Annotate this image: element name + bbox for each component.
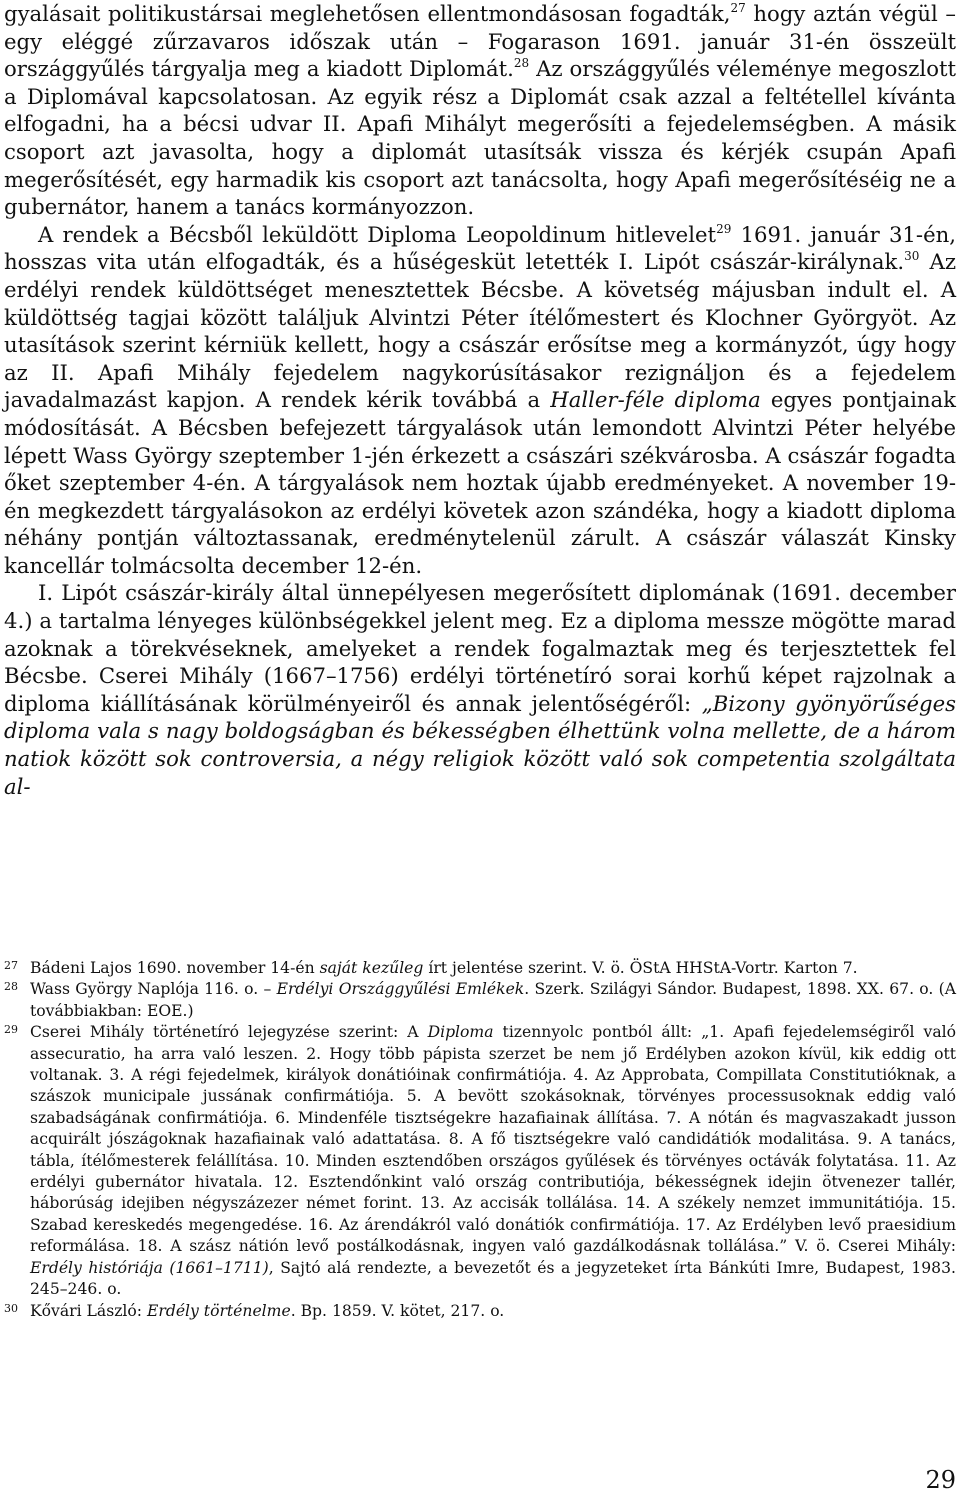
footnote-reference: 27	[730, 1, 746, 15]
footnote-number: 28	[4, 980, 18, 994]
text-run: Wass György Naplója 116. o. –	[30, 980, 277, 999]
footnote-number: 29	[4, 1023, 18, 1037]
footnote-28	[4, 979, 956, 1022]
paragraph	[4, 0, 956, 221]
text-run: írt jelentése szerint. V. ö. ÖStA HHStA-Vortr. Karton 7.	[423, 959, 858, 977]
paragraph	[4, 221, 956, 580]
text-run: . Bp. 1859. V. kötet, 217. o.	[290, 1301, 505, 1320]
text-run: Kővári László:	[30, 1301, 147, 1320]
text-run: A rendek a Bécsből leküldött Diploma Leopoldinum hitlevelet	[38, 221, 717, 247]
italic-text: Erdély történelme	[147, 1301, 291, 1320]
footnote-number: 30	[4, 1301, 18, 1315]
text-run: egyes pontjainak módosítását. A Bécsben befejezett tárgyalások után lemondott Alvintzi Péter helyébe lépett Wass György szeptember 1-jén érkezett a császári székvárosba. A császár fogadta őket szeptember 4-én. A tárgyalások nem hoztak újabb eredményeket. A november 19-én megkezdett tárgyalásokon az erdélyi követek azon szándéka, hogy a kiadott diploma néhány pontján változtassanak, eredménytelenül zárult. A császár válaszát Kinsky kancellár tolmácsolta december 12-én.	[4, 387, 957, 578]
text-run: hogy aztán végül – egy eléggé zűrzavaros időszak után – Fogarason 1691. január 31-én összeült országgyűlés tárgyalja meg a kiadott Diplomát.	[4, 1, 956, 82]
page-number: 29	[925, 1466, 956, 1494]
footnote-30	[4, 1301, 956, 1322]
footnotes	[4, 958, 956, 1322]
italic-text: Erdélyi Országgyűlési Emlékek	[276, 980, 525, 999]
text-run: 1691. január 31-én, hosszas vita után elfogadták, és a hűségesküt letették I. Lipót császár-királynak.	[4, 221, 956, 275]
text-run: . Szerk. Szilágyi Sándor. Budapest, 1898. XX. 67. o. (A továbbiakban: EOE.)	[30, 980, 956, 1020]
paragraph	[4, 579, 956, 800]
footnote-reference: 30	[904, 249, 920, 264]
italic-text: „Bizony gyönyörűséges diploma vala s nagy boldogságban és békességben élhettünk volna mellette, de a három natiok között sok controversia, a négy religiok között való sok competentia szolgáltata al-	[4, 690, 956, 799]
text-run: Bádeni Lajos 1690. november 14-én	[30, 959, 320, 977]
italic-text: Erdély históriája (1661–1711)	[30, 1258, 269, 1277]
text-run: Az országgyűlés véleménye megoszlott a Diplomával kapcsolatosan. Az egyik rész a Diplomát csak azzal a feltétellel kívánta elfogadni, ha a bécsi udvar II. Apafi Mihályt megerősíti a fejedelemségben. A másik csoport azt javasolta, hogy a diplomát utasítsák vissza és kérjék csupán Apafi megerősítését, egy harmadik kis csoport azt tanácsolta, hogy Apafi megerősítéséig ne a gubernátor, hanem a tanács kormányozzon.	[4, 56, 956, 220]
footnote-reference: 28	[513, 56, 530, 71]
italic-text: Haller-féle diploma	[550, 387, 761, 413]
text-run: I. Lipót császár-király által ünnepélyesen megerősített diplomának (1691. december 4.) a tartalma lényeges különbségekkel jelent meg. Ez a diploma messze mögötte marad azoknak a törekvéseknek, amelyeket a rendek fogalmaztak meg és terjesztettek fel Bécsbe. Cserei Mihály (1667–1756) erdélyi történetíró sorai korhű képet rajzolnak a diploma kiállításának körülményeiről és annak jelentőségéről:	[4, 580, 956, 716]
footnote-27	[4, 958, 956, 979]
italic-text: saját kezűleg	[319, 959, 424, 977]
footnote-number: 27	[4, 959, 18, 972]
footnote-29	[4, 1022, 956, 1300]
text-run: gyalásait politikustársai meglehetősen ellentmondásosan fogadták,	[4, 1, 731, 26]
text-run: Az erdélyi rendek küldöttséget menesztettek Bécsbe. A követség májusban indult el. A küldöttség tagjai között találjuk Alvintzi Péter ítélőmestert és Klochner Györgyöt. Az utasítások szerint kérniük kellett, hogy a császár erősítse meg a kormányzót, úgy hogy az II. Apafi Mihály fejedelem nagykorúsításakor rezignáljon és a fejedelem javadalmazást kapjon. A rendek kérik továbbá a	[4, 249, 957, 413]
main-text	[4, 0, 956, 800]
italic-text: Diploma	[427, 1023, 494, 1042]
text-run: tizennyolc pontból állt: „1. Apafi fejedelemségiről való assecuratio, ha arra való leszen. 2. Hogy több pápista szerzet be nem jő Erdélyben azokon kívül, kik eddig ott voltanak. 3. A régi fejedelmek, királyok donátióinak confirmátiója. 4. Az Approbata, Compillata Constitutióknak, a szászok municipale jussának confirmátiója. 5. A bevött szokásoknak, törvényes processusoknak eddig való szabadságának confirmátiója. 6. Mindenféle tisztségekre hazafiainak állítása. 7. A nótán és magvaszakadt jusson acquirált jószágoknak hazafiainak való adattatása. 8. A fő tisztségekre való candidátiók modalitása. 9. A tanács, tábla, ítélőmesterek felállítása. 10. Minden esztendőben országos gyűlések és törvényes octávák folytatása. 11. Az erdélyi gubernátor hivatala. 12. Esztendőnkint való ország contributiója, békességnek idejin ötvenezer tallér, háborúság idejiben négyszázezer német forint. 13. Az accisák tollálása. 14. A székely nemzet immunitátiója. 15. Szabad kereskedés megengedése. 16. Az árendákról való donátiók confirmátiója. 17. Az Erdélyben levő praesidium reformálása. 18. A szász nátión levő postálkodásnak, ingyen való gazdálkodásnak tollálása.” V. ö. Cserei Mihály:	[30, 1023, 956, 1256]
text-run: , Sajtó alá rendezte, a bevezetőt és a jegyzeteket írta Bánkúti Imre, Budapest, 1983. 245–246. o.	[30, 1258, 956, 1299]
footnote-reference: 29	[716, 221, 732, 236]
text-run: Cserei Mihály történetíró lejegyzése szerint: A	[30, 1023, 428, 1042]
